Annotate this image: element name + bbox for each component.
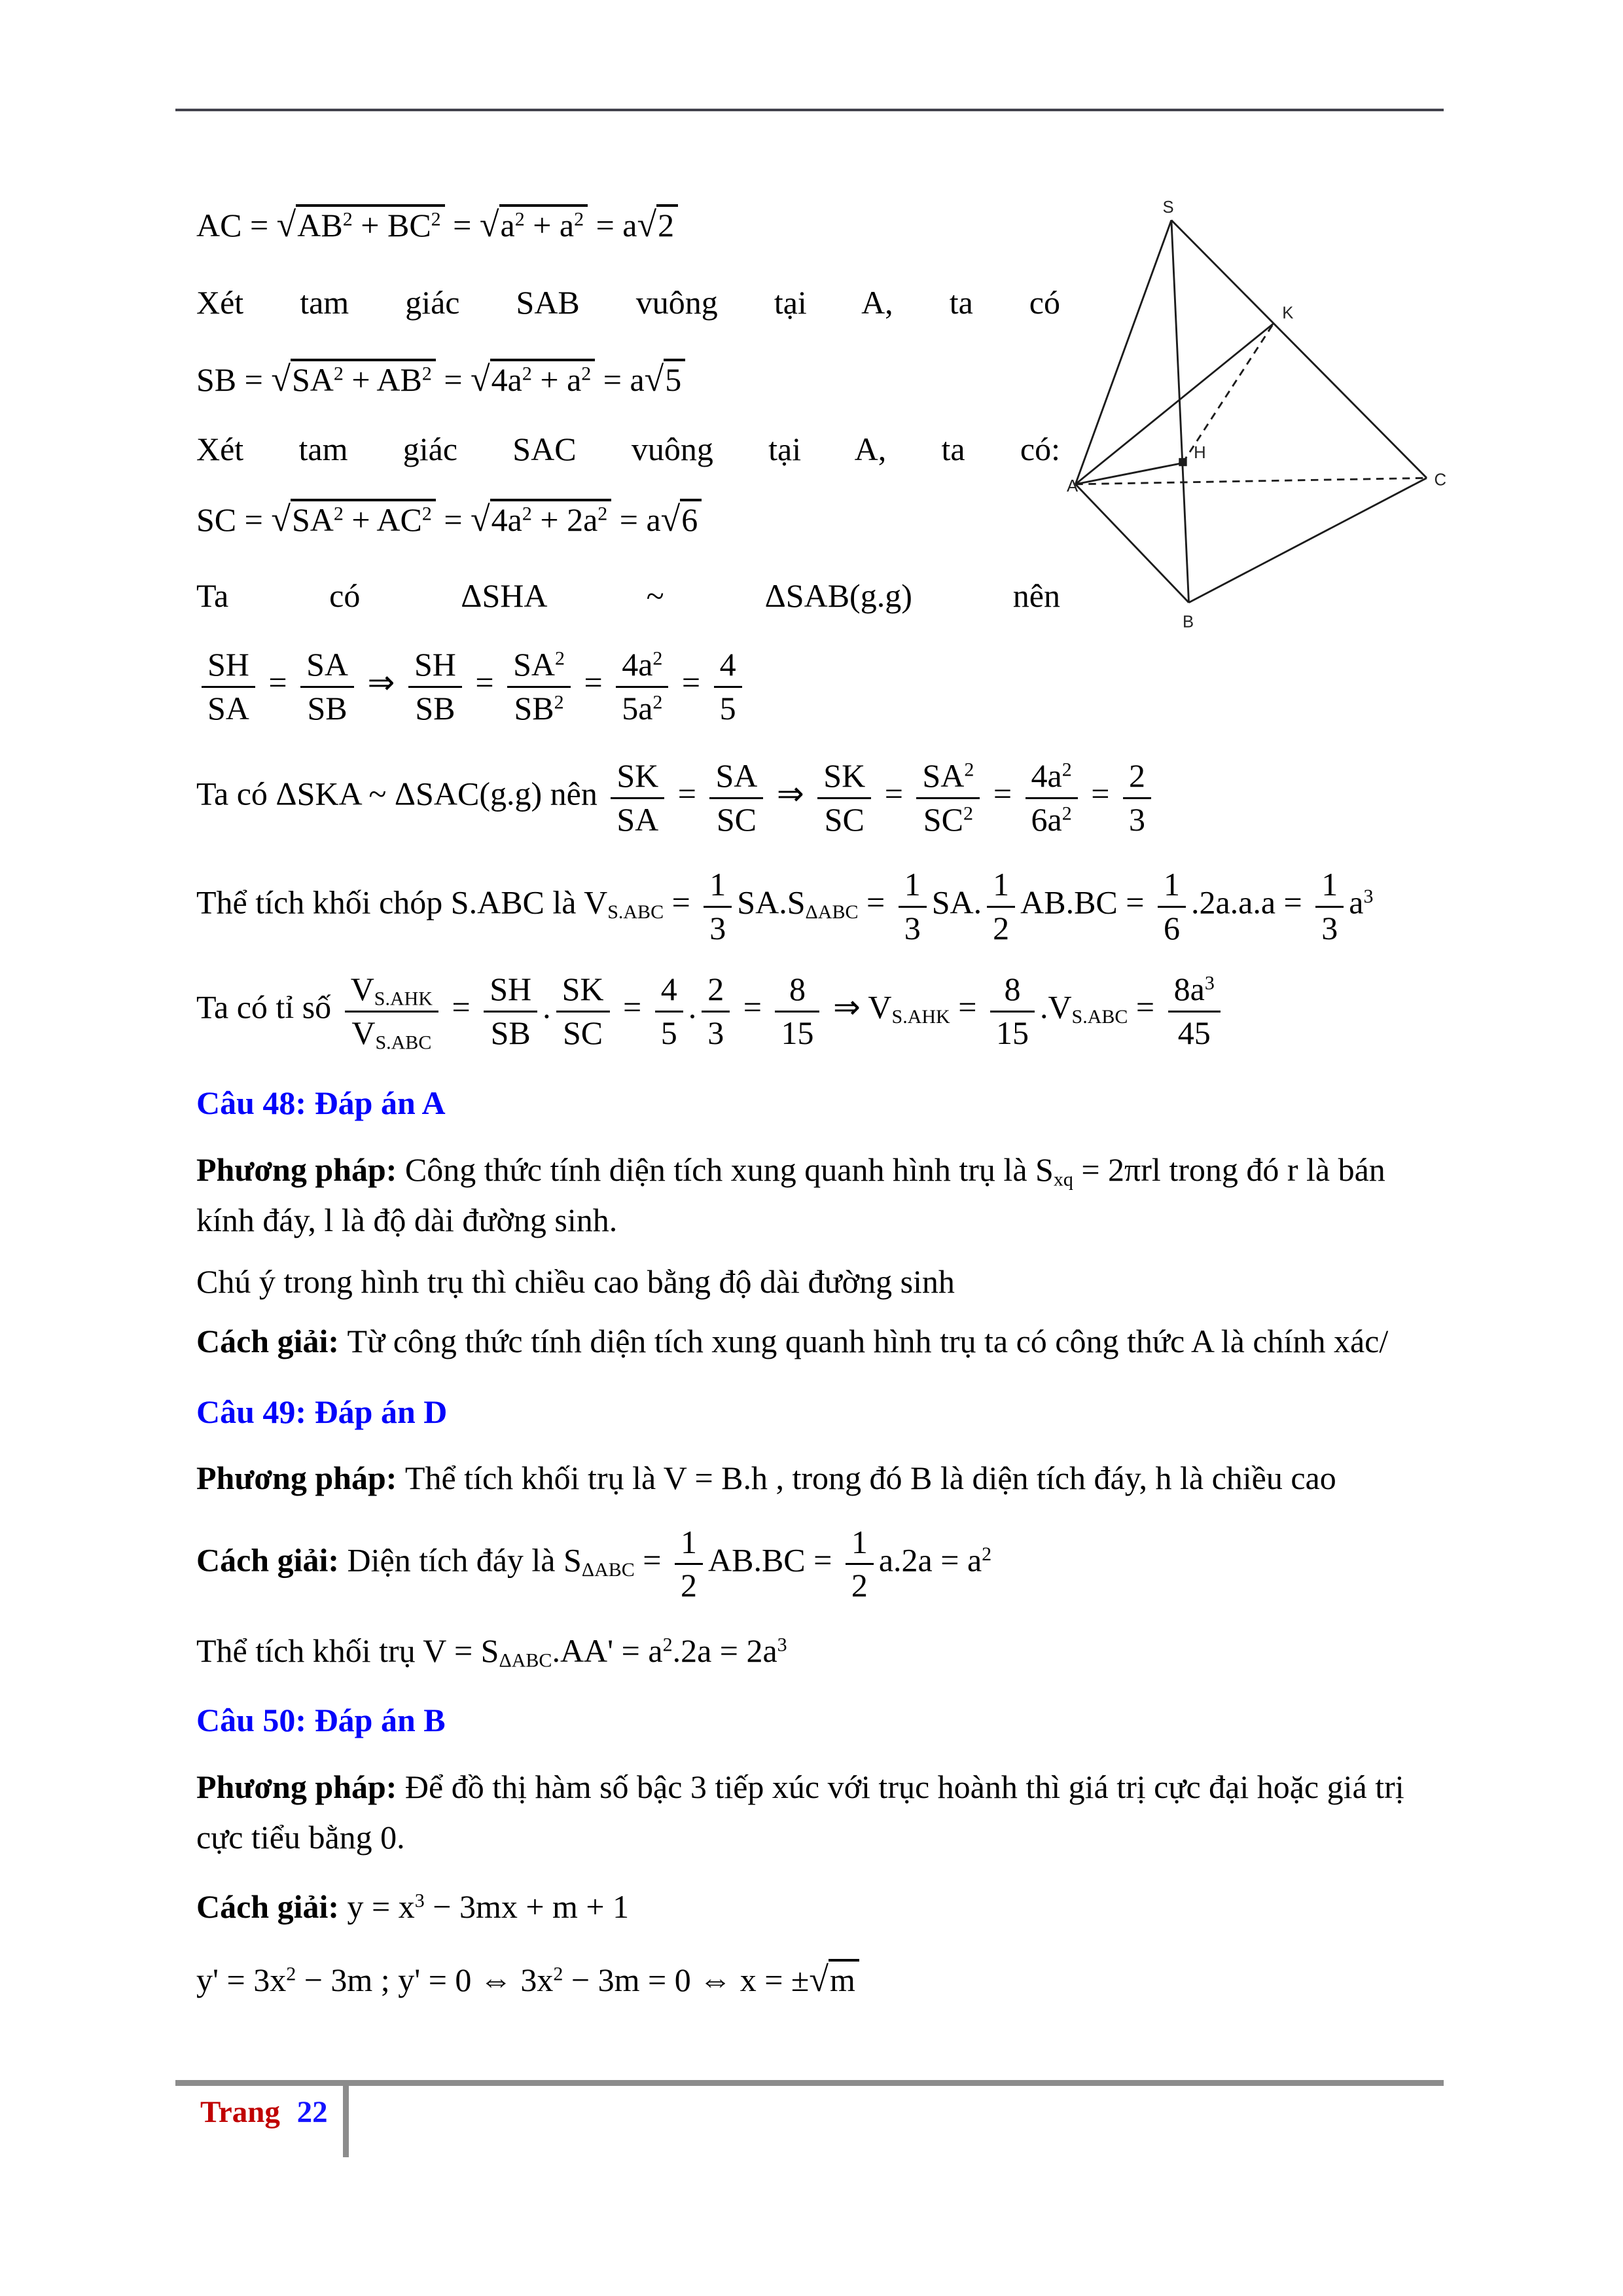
formula-49-solution: Cách giải: Diện tích đáy là $S_{\Delta ABC}$ = $\frac{1}{2}$ AB.BC = $\frac{1}{2}$ $a.2a = a^2$: [196, 1523, 992, 1604]
footer-vertical-rule: [343, 2080, 349, 2157]
text-xet-sab: Xét tam giác SAB vuông tại A, ta có: [196, 284, 1060, 321]
paragraph-48-note: Chú ý trong hình trụ thì chiều cao bằng độ dài đường sinh: [196, 1263, 955, 1300]
header-rule: [175, 109, 1444, 111]
formula-volume-ratio: Ta có tỉ số $\frac{V_{S.AHK}}{V_{S.ABC}}$ = $\frac{SH}{SB}$ . $\frac{SK}{SC}$ = $\frac{4}{5}$ . $\frac{2}{3}$ = $\frac{8}{15}$ ⇒ $V_{S.AHK}$ = $\frac{8}{15}$ $.V_{S.ABC}$ = $\frac{8a^3}{45}$: [196, 969, 1443, 1052]
formula-49-volume: Thể tích khối trụ $V = S_{\Delta ABC}.AA' = a^2.2a = 2a^3$: [196, 1632, 787, 1672]
vertex-label-s: S: [1162, 198, 1174, 217]
page-number-value: 22: [296, 2095, 328, 2129]
vertex-label-b: B: [1183, 613, 1194, 632]
text-similar-sha: Ta có ΔSHA ~ ΔSAB(g.g) nên: [196, 577, 1060, 614]
formula-sh-ratio: $\frac{SH}{SA}$ = $\frac{SA}{SB}$ ⇒ $\frac{SH}{SB}$ = $\frac{SA^2}{SB^2}$ = $\frac{4a^2}{5a^2}$ = $\frac{4}{5}$: [196, 645, 1060, 727]
question-50-heading: Câu 50: Đáp án B: [196, 1702, 446, 1739]
paragraph-48-solution: Cách giải: Từ công thức tính diện tích xung quanh hình trụ ta có công thức A là chính xác/: [196, 1323, 1389, 1360]
formula-ac: AC = $√AB^2 + BC^2 = √a^2 + a^2 = a√2$: [196, 199, 1060, 250]
vertex-label-h: H: [1194, 443, 1206, 462]
paragraph-49-method: Phương pháp: Thể tích khối trụ là V = B.h , trong đó B là diện tích đáy, h là chiều cao: [196, 1460, 1336, 1497]
formula-sb: SB = $√SA^2 + AB^2 = √4a^2 + a^2 = a√5$: [196, 353, 1060, 404]
paragraph-50-method: Phương pháp: Để đồ thị hàm số bậc 3 tiếp xúc với trục hoành thì giá trị cực đại hoặc giá trị cực tiểu bằng 0.: [196, 1768, 1404, 1856]
formula-50-solution: Cách giải: $y = x^3 - 3mx + m + 1$: [196, 1888, 630, 1925]
page-label: Trang: [200, 2095, 280, 2129]
question-48-heading: Câu 48: Đáp án A: [196, 1085, 446, 1122]
vertex-label-a: A: [1067, 477, 1079, 496]
vertex-label-c: C: [1434, 471, 1447, 490]
formula-50-derivative: $y' = 3x^2 - 3m$ ; y' = 0 ⇔ $3x^2 - 3m = 0$ ⇔ x = ±√m: [196, 1954, 1443, 2005]
paragraph-48-method: Phương pháp: Công thức tính diện tích xung quanh hình trụ là $S_{xq} = 2\pi rl$ trong đó r là bán kính đáy, l là độ dài đường sinh.: [196, 1151, 1385, 1239]
text-xet-sac: Xét tam giác SAC vuông tại A, ta có:: [196, 431, 1060, 468]
vertex-label-k: K: [1282, 304, 1294, 323]
formula-volume-sabc: Thể tích khối chóp S.ABC là $V_{S.ABC}$ = $\frac{1}{3}$ $SA.S_{\Delta ABC}$ = $\frac{1}{3}$ SA. $\frac{1}{2}$ AB.BC = $\frac{1}{6}$ .2a.a.a = $\frac{1}{3}$ $a^3$: [196, 866, 1374, 946]
page-footer: [200, 2094, 328, 2130]
content: [196, 183, 1443, 2005]
formula-sc: SC = $√SA^2 + AC^2 = √4a^2 + 2a^2 = a√6$: [196, 493, 1060, 545]
footer-rule: [175, 2080, 1444, 2086]
formula-ska-ratio: Ta có ΔSKA ~ ΔSAC(g.g) nên $\frac{SK}{SA}$ = $\frac{SA}{SC}$ ⇒ $\frac{SK}{SC}$ = $\frac{SA^2}{SC^2}$ = $\frac{4a^2}{6a^2}$ = $\frac{2}{3}$: [196, 756, 1443, 838]
question-49-heading: Câu 49: Đáp án D: [196, 1393, 448, 1430]
